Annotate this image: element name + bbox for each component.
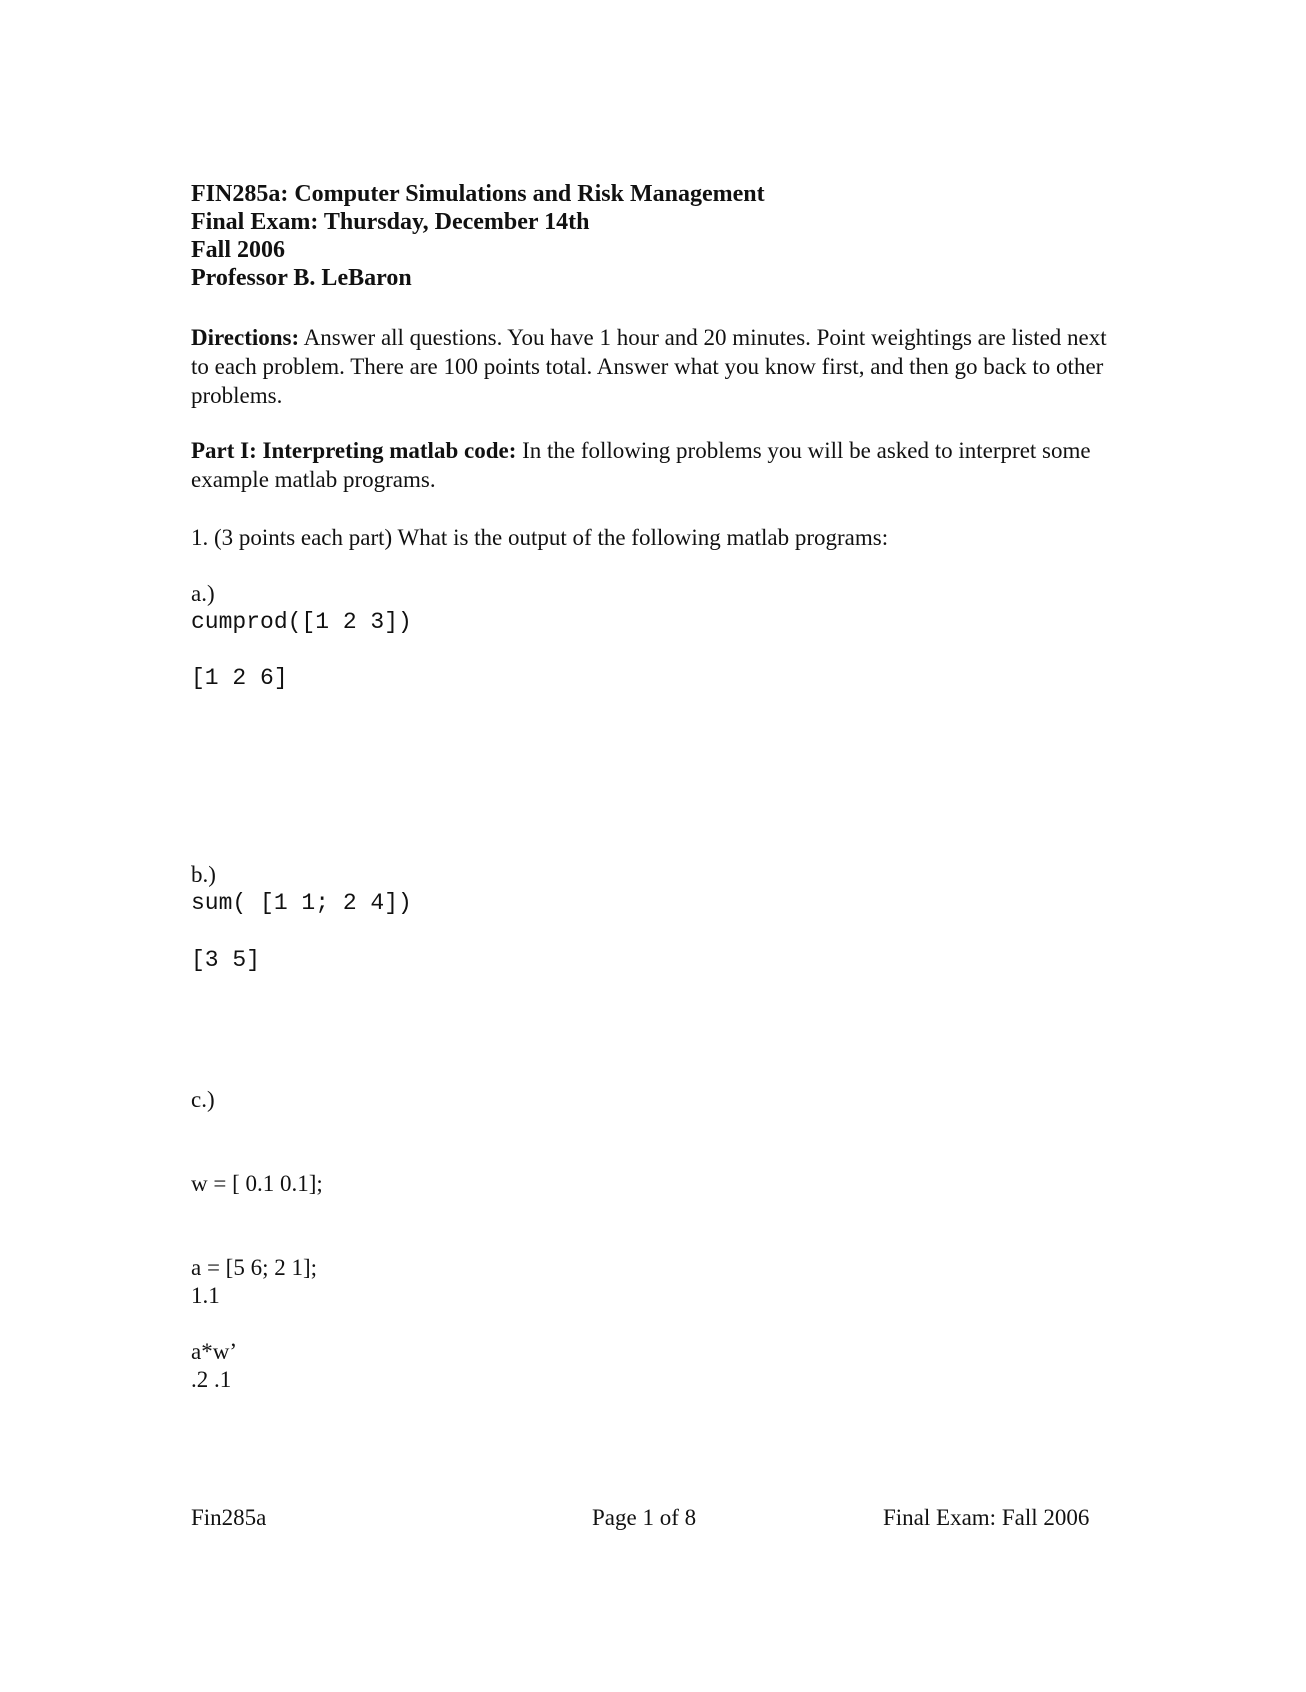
footer-course: Fin285a xyxy=(191,1505,267,1530)
part-b-label: b.) xyxy=(191,862,216,887)
exam-term: Fall 2006 xyxy=(191,237,285,263)
part-a-label: a.) xyxy=(191,581,215,606)
part1-intro xyxy=(191,436,1121,494)
footer-exam: Final Exam: Fall 2006 xyxy=(883,1505,1090,1530)
part-c-answer-line: 1.1 xyxy=(191,1283,220,1308)
part1-text: In the following problems you will be asked to interpret some example matlab programs. xyxy=(191,438,1091,492)
directions-paragraph xyxy=(191,323,1121,410)
part-c-answer-line: .2 .1 xyxy=(191,1367,232,1392)
part-a-answer: [1 2 6] xyxy=(191,665,288,691)
part-c-code-line: a*w’ xyxy=(191,1339,237,1364)
course-title: FIN285a: Computer Simulations and Risk Management xyxy=(191,181,765,207)
part1-lead: Part I: Interpreting matlab code: xyxy=(191,438,517,463)
directions-lead: Directions: xyxy=(191,325,300,350)
professor-name: Professor B. LeBaron xyxy=(191,265,412,291)
part-b-code: sum( [1 1; 2 4]) xyxy=(191,890,412,916)
part-b-answer: [3 5] xyxy=(191,947,261,973)
exam-date: Final Exam: Thursday, December 14th xyxy=(191,209,590,235)
directions-text: Answer all questions. You have 1 hour and 20 minutes. Point weightings are listed next to each problem. There are 100 points total. Answer what you know first, and then go back to other problems. xyxy=(191,325,1107,408)
part-a-code: cumprod([1 2 3]) xyxy=(191,609,412,635)
question-1-prompt: 1. (3 points each part) What is the output of the following matlab programs: xyxy=(191,525,889,550)
part-c-label: c.) xyxy=(191,1087,215,1112)
exam-header xyxy=(191,180,1111,292)
part-c-code-line: w = [ 0.1 0.1]; xyxy=(191,1171,323,1196)
part-c-answer xyxy=(191,1226,231,1450)
footer-page-number: Page 1 of 8 xyxy=(592,1505,697,1530)
part-c-code-line: a = [5 6; 2 1]; xyxy=(191,1255,318,1280)
